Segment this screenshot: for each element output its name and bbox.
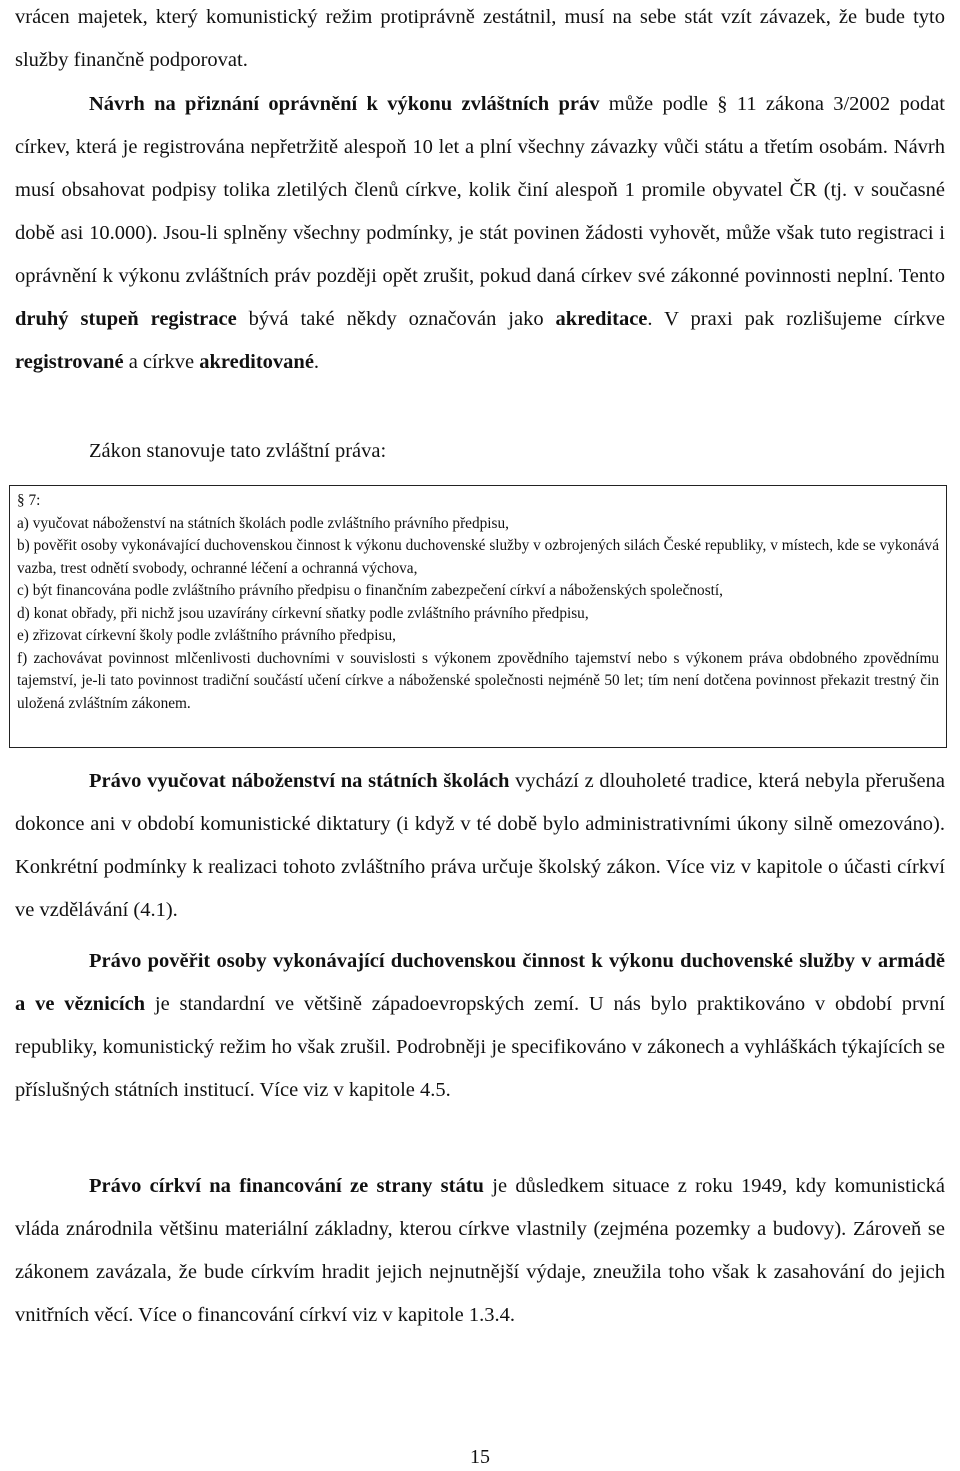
law-item-f: f) zachovávat povinnost mlčenlivosti duchovními v souvislosti s výkonem zpovědního tajemství nebo s výkonem práva obdobného zpovědnímu tajemství, je-li tato povinnost tradiční součástí učení církve a náboženské společnosti nejméně 50 let; tím není dotčena povinnost překazit trestný čin uložená zvláštním zákonem. xyxy=(17,649,939,712)
paragraph-text: je standardní ve většině západoevropských zemí. U nás bylo praktikováno v období první republiky, komunistický režim ho však zrušil. Podrobněji je specifikováno v zákonech a vyhláškách týkajících se příslušných státních institucí. Více viz v kapitole 4.5. xyxy=(15,993,945,1101)
bold-term: druhý stupeň registrace xyxy=(15,308,237,330)
law-item-c: c) být financována podle zvláštního právního předpisu o finančním zabezpečení církví a náboženských společností, xyxy=(17,582,723,599)
paragraph-text: . V praxi pak rozlišujeme církve xyxy=(647,308,945,330)
law-quote-box xyxy=(9,485,947,748)
bold-term: registrované xyxy=(15,351,124,373)
bold-term: akreditace xyxy=(555,308,648,330)
law-item-d: d) konat obřady, při nichž jsou uzavírány církevní sňatky podle zvláštního právního předpisu, xyxy=(17,604,589,622)
paragraph-text: . xyxy=(313,351,320,373)
bold-term: akreditované xyxy=(199,351,314,373)
paragraph-law-intro: Zákon stanovuje tato zvláštní práva: xyxy=(89,440,387,462)
bold-term: Návrh na přiznání oprávnění k výkonu zvláštních práv xyxy=(89,93,600,115)
law-item-e: e) zřizovat církevní školy podle zvláštního právního předpisu, xyxy=(17,627,396,644)
paragraph-text: je důsledkem situace z roku 1949, kdy komunistická vláda znárodnila většinu materiální základny, kterou církve vlastnily (zejména pozemky a budovy). Zároveň se zákonem zavázala, že bude církvím hradit jejich nejnutnější výdaje, zneužila toho však k zasahování do jejich vnitřních věcí. Více o financování církví viz v kapitole 1.3.4. xyxy=(15,1175,945,1326)
paragraph-text: může podle § 11 zákona 3/2002 podat církev, která je registrována nepřetržitě alespoň 10 let a plní všechny závazky vůči státu a třetím osobám. Návrh musí obsahovat podpisy tolika zletilých členů církve, kolik činí alespoň 1 promile obyvatel ČR (tj. v současné době asi 10.000). Jsou-li splněny všechny podmínky, je stát povinen žádosti vyhovět, může však tuto registraci i oprávnění k výkonu zvláštních práv později opět zrušit, pokud daná církev své zákonné povinnosti neplní. Tento xyxy=(15,93,945,287)
paragraph-accreditation xyxy=(15,83,945,384)
bold-term: Právo pověřit osoby vykonávající duchovenskou činnost k výkonu duchovenské služby v armádě a ve věznicích xyxy=(15,950,945,1015)
paragraph-chaplaincy xyxy=(15,940,945,1112)
paragraph-religion-teaching xyxy=(15,760,945,932)
bold-term: Právo církví na financování ze strany státu xyxy=(89,1175,484,1197)
law-item-b: b) pověřit osoby vykonávající duchovenskou činnost k výkonu duchovenské služby v ozbrojených silách České republiky, v místech, kde se vykonává vazba, trest odnětí svobody, ochranné léčení a ochranná výchova, xyxy=(17,537,939,577)
paragraph-text: vychází z dlouholeté tradice, která nebyla přerušena dokonce ani v období komunistické diktatury (i když v té době bylo administrativními úkony silně omezováno). Konkrétní podmínky k realizaci tohoto zvláštního práva určuje školský zákon. Více viz v kapitole o účasti církví ve vzdělávání (4.1). xyxy=(15,770,945,921)
bold-term: Právo vyučovat náboženství na státních školách xyxy=(89,770,510,792)
paragraph-continuation: vrácen majetek, který komunistický režim protiprávně zestátnil, musí na sebe stát vzít závazek, že bude tyto služby finančně podporovat. xyxy=(15,6,945,71)
paragraph-financing xyxy=(15,1165,945,1337)
paragraph-text: a církve xyxy=(123,351,200,373)
law-section-header: § 7: xyxy=(17,492,41,509)
page-number: 15 xyxy=(470,1446,490,1468)
law-item-a: a) vyučovat náboženství na státních školách podle zvláštního právního předpisu, xyxy=(17,514,509,532)
paragraph-text: bývá také někdy označován jako xyxy=(236,308,556,330)
